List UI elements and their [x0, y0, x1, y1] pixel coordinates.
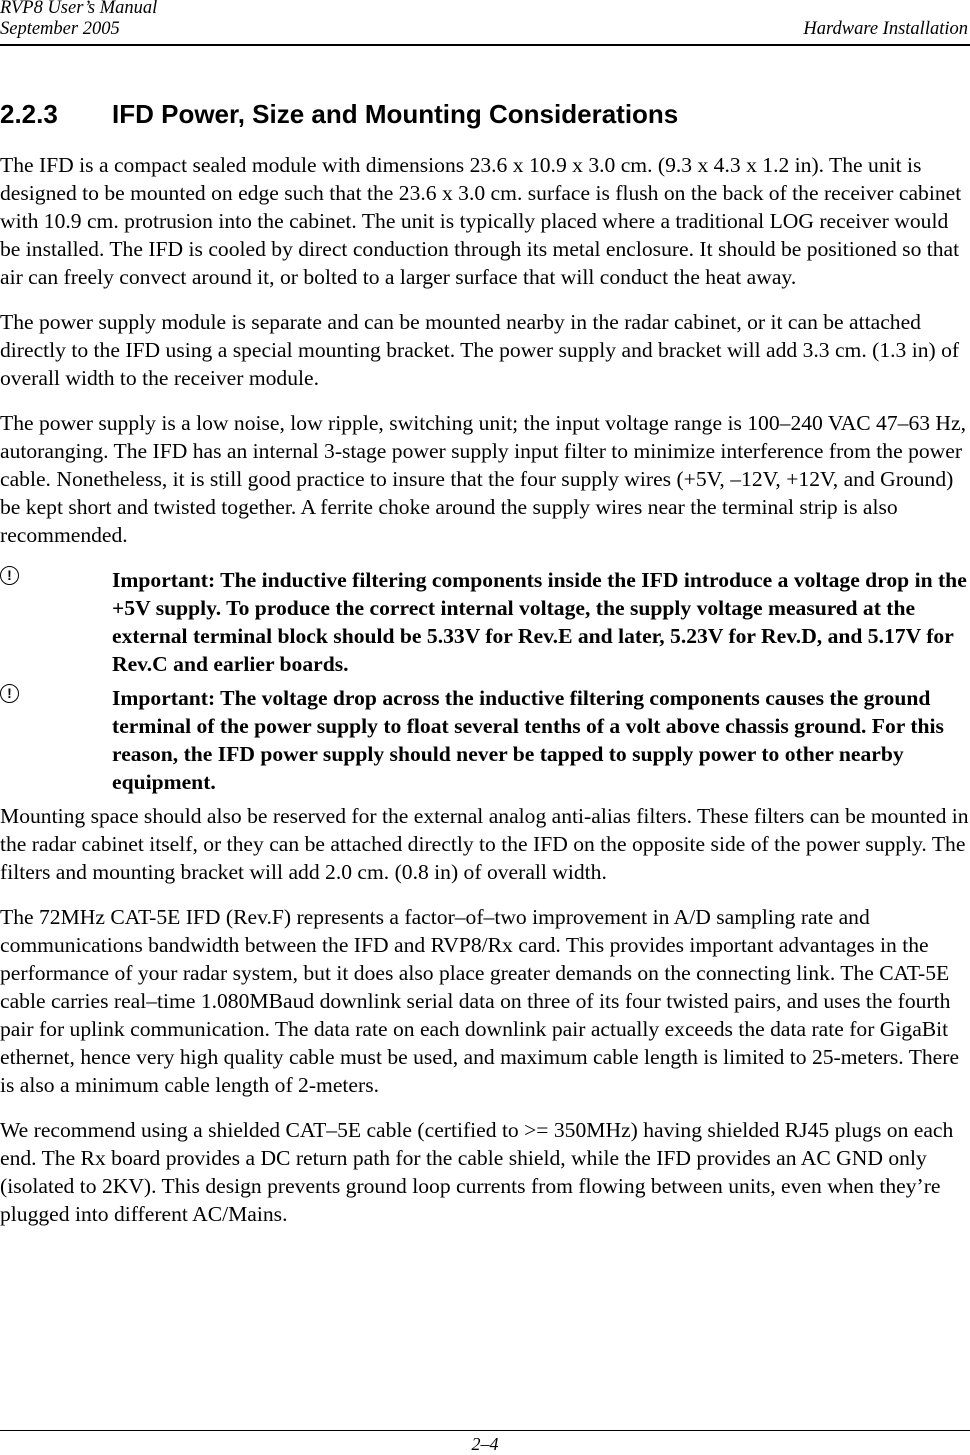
section-title: IFD Power, Size and Mounting Considerations [112, 99, 679, 129]
section-heading [0, 97, 970, 131]
header-rule [0, 44, 970, 46]
header-left [0, 0, 157, 40]
footer-rule [0, 1430, 970, 1431]
important-note-text: Important: The voltage drop across the inductive filtering components causes the ground terminal of the power supply to float several tenths of a volt above chassis ground. For this reason, the IFD power supply should never be tapped to supply power to other nearby equipment. [112, 686, 944, 794]
important-icon: ! [0, 684, 19, 703]
paragraph-power-supply: The power supply is a low noise, low ripple, switching unit; the input voltage range is 100–240 VAC 47–63 Hz, autoranging. The IFD has an internal 3-stage power supply input filter to minimize interference from the power cable. Nonetheless, it is still good practice to insure that the four supply wires (+5V, –12V, +12V, and Ground) be kept short and twisted together. A ferrite choke around the supply wires near the terminal strip is also recommended. [0, 411, 967, 547]
manual-date: September 2005 [0, 19, 120, 39]
important-note-text: Important: The inductive filtering components inside the IFD introduce a voltage drop in the +5V supply. To produce the correct internal voltage, the supply voltage measured at the external terminal block should be 5.33V for Rev.E and later, 5.23V for Rev.D, and 5.17V for Rev.C and earlier boards. [112, 568, 967, 676]
important-note [0, 566, 970, 678]
chapter-title: Hardware Installation [803, 19, 968, 39]
page-header [0, 0, 970, 46]
paragraph-shielded-cable: We recommend using a shielded CAT–5E cable (certified to >= 350MHz) having shielded RJ45 plugs on each end. The Rx board provides a DC return path for the cable shield, while the IFD provides an AC GND only (isolated to 2KV). This design prevents ground loop currents from flowing between units, even when they’re plugged into different AC/Mains. [0, 1118, 954, 1226]
page-content [0, 151, 970, 1245]
important-icon: ! [0, 566, 19, 585]
paragraph-power-module: The power supply module is separate and can be mounted nearby in the radar cabinet, or it can be attached directly to the IFD using a special mounting bracket. The power supply and bracket will add 3.3 cm. (1.3 in) of overall width to the receiver module. [0, 310, 960, 390]
section-number: 2.2.3 [0, 99, 58, 129]
page-number: 2–4 [471, 1434, 499, 1454]
paragraph-cat5e: The 72MHz CAT-5E IFD (Rev.F) represents a factor–of–two improvement in A/D sampling rate and communications bandwidth between the IFD and RVP8/Rx card. This provides important advantages in the performance of your radar system, but it does also place greater demands on the connecting link. The CAT-5E cable carries real–time 1.080MBaud downlink serial data on three of its four twisted pairs, and uses the fourth pair for uplink communication. The data rate on each downlink pair actually exceeds the data rate for GigaBit ethernet, hence very high quality cable must be used, and maximum cable length is limited to 25-meters. There is also a minimum cable length of 2-meters. [0, 905, 960, 1097]
important-note [0, 684, 970, 796]
paragraph-mounting-space: Mounting space should also be reserved for the external analog anti-alias filters. These filters can be mounted in the radar cabinet itself, or they can be attached directly to the IFD on the opposite side of the power supply. The filters and mounting bracket will add 2.0 cm. (0.8 in) of overall width. [0, 804, 969, 884]
paragraph-dimensions: The IFD is a compact sealed module with dimensions 23.6 x 10.9 x 3.0 cm. (9.3 x 4.3 x 1.2 in). The unit is designed to be mounted on edge such that the 23.6 x 3.0 cm. surface is flush on the back of the receiver cabinet with 10.9 cm. protrusion into the cabinet. The unit is typically placed where a traditional LOG receiver would be installed. The IFD is cooled by direct conduction through its metal enclosure. It should be positioned so that air can freely convect around it, or bolted to a larger surface that will conduct the heat away. [0, 153, 962, 289]
manual-title: RVP8 User’s Manual [0, 0, 158, 18]
